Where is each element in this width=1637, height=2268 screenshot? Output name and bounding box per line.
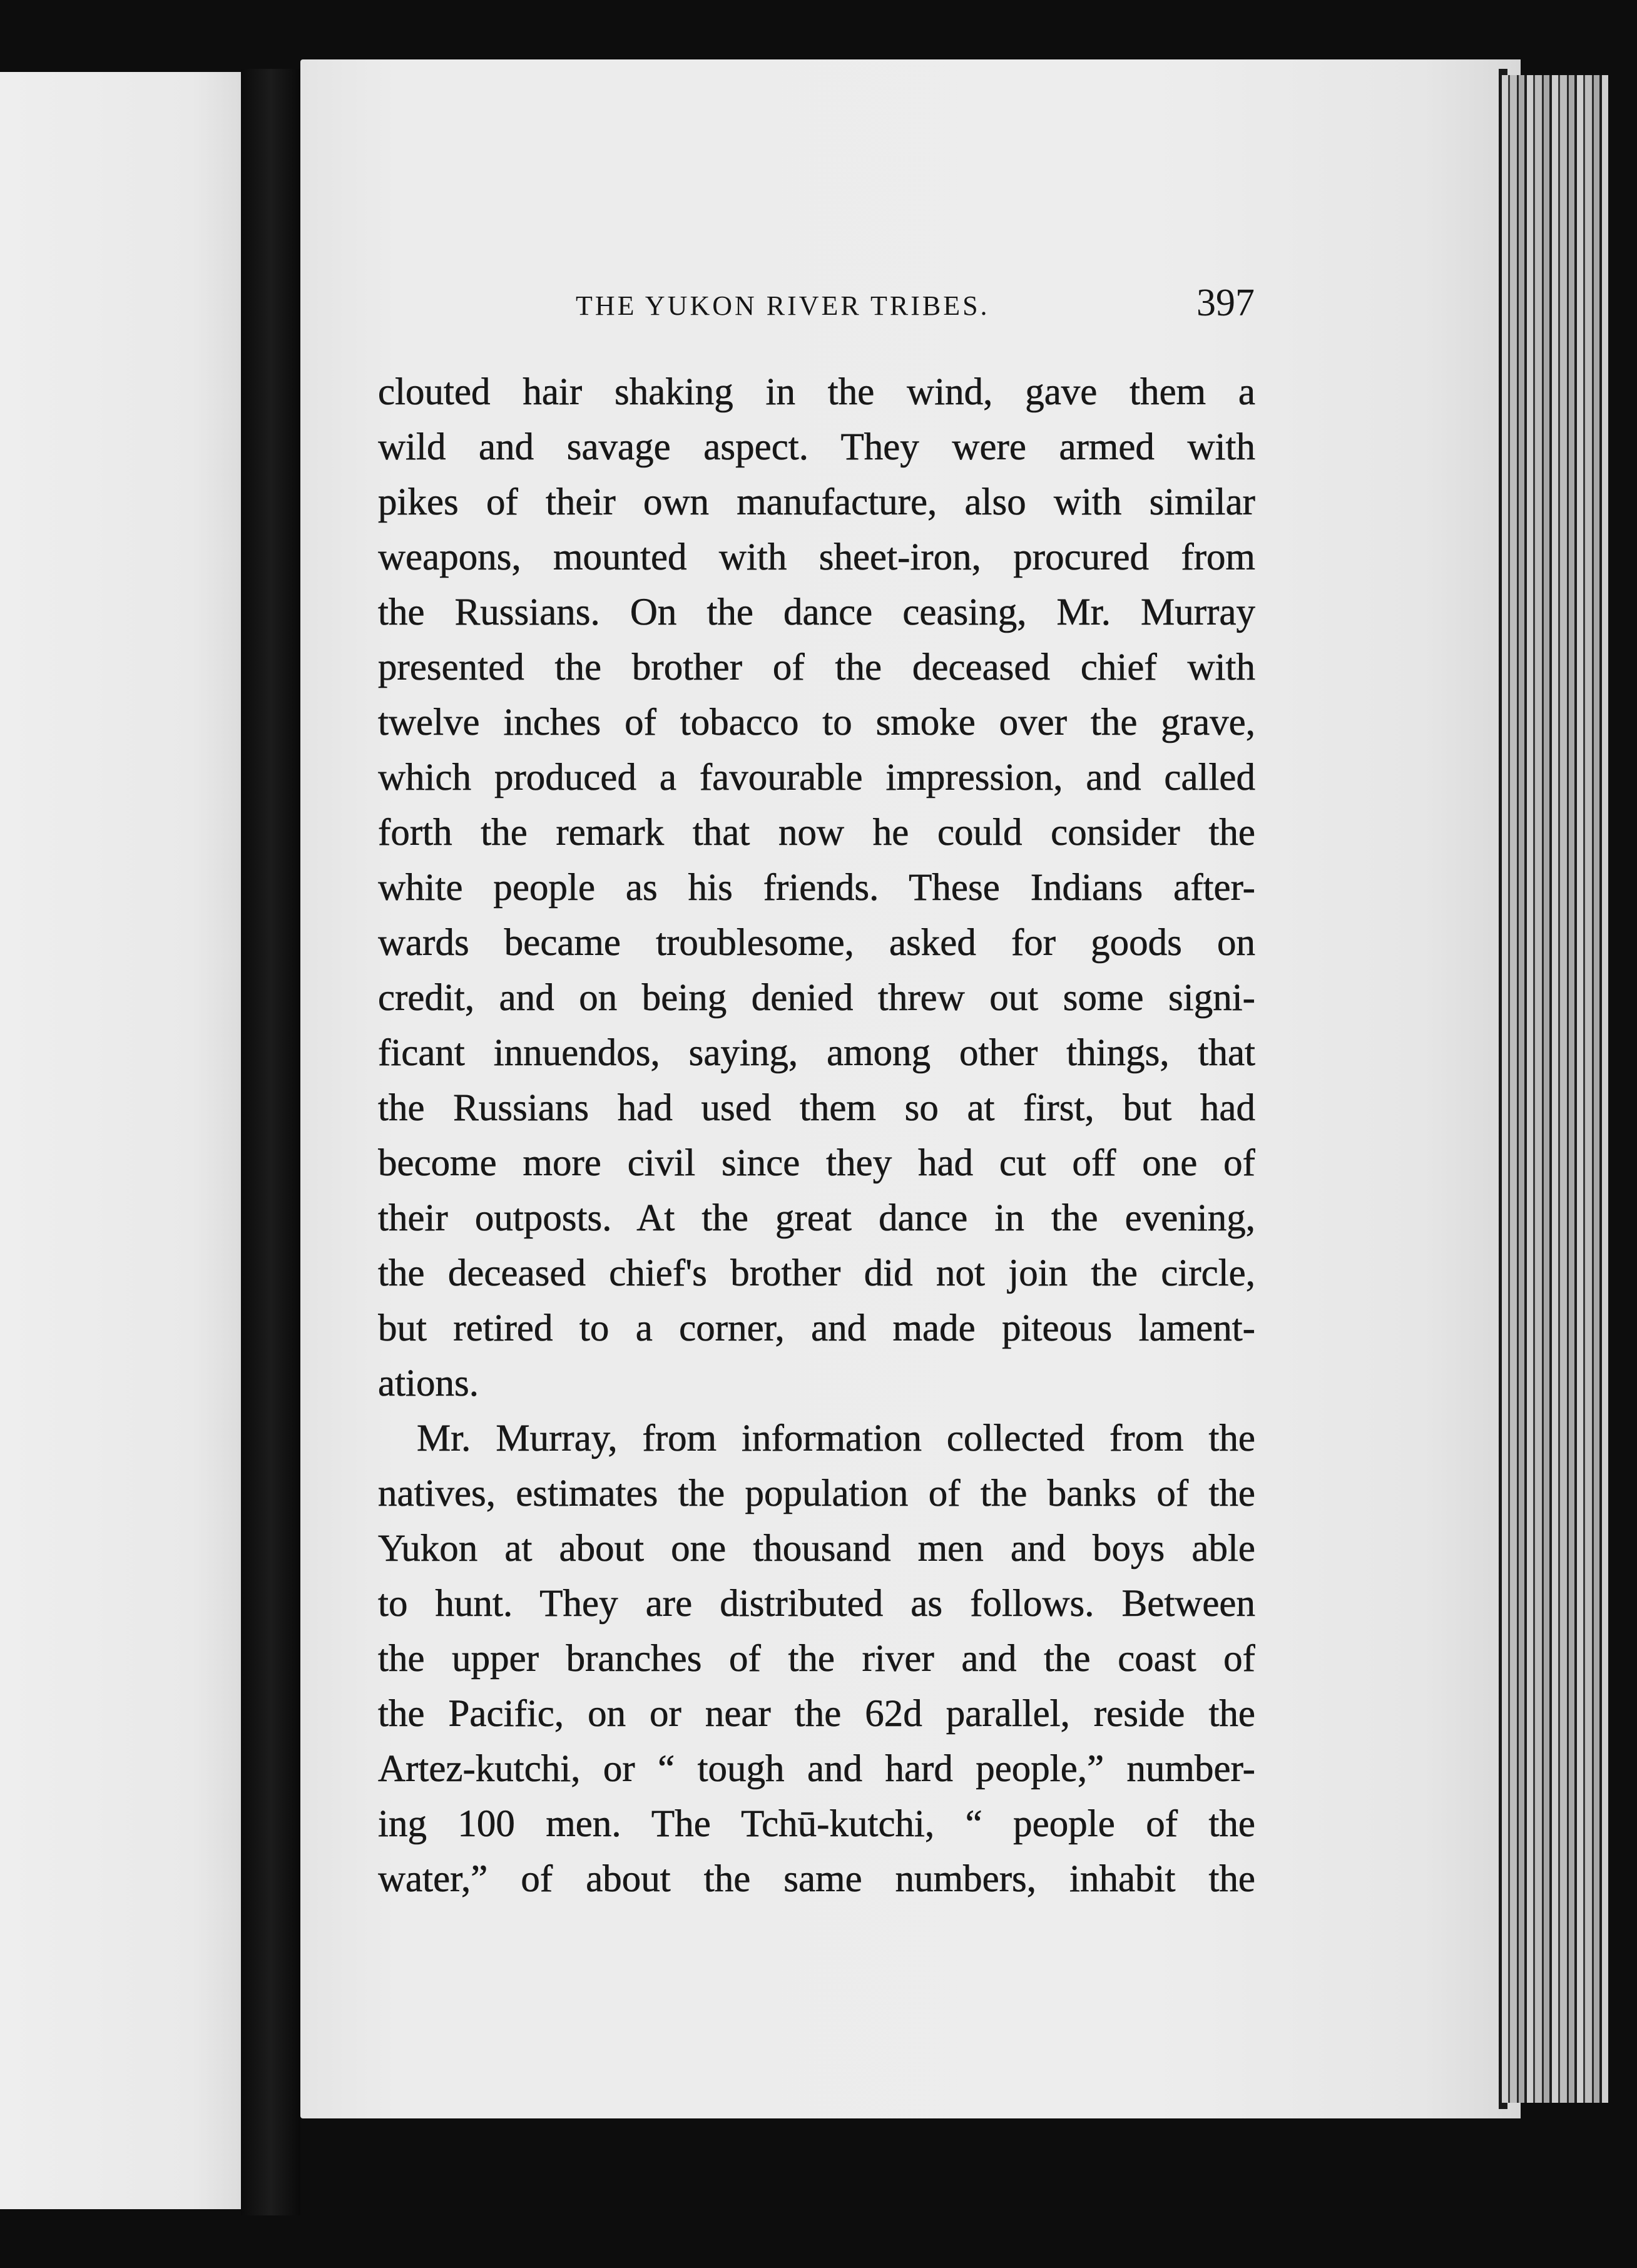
text-line: become more civil since they had cut off one of: [378, 1142, 1255, 1184]
facing-page-left: [0, 72, 241, 2209]
text-line: Mr. Murray, from information collected from the: [417, 1418, 1255, 1459]
page-edges-stack: [1502, 75, 1608, 2103]
text-line: weapons, mounted with sheet-iron, procured from: [378, 536, 1255, 578]
running-title: THE YUKON RIVER TRIBES.: [576, 290, 990, 321]
page-header: [375, 282, 1255, 335]
text-line: the Russians had used them so at first, but had: [378, 1087, 1255, 1129]
text-line: Artez-kutchi, or “ tough and hard people,” number-: [378, 1748, 1255, 1790]
text-line: ations.: [378, 1362, 479, 1404]
text-line: clouted hair shaking in the wind, gave them a: [378, 371, 1255, 413]
text-line: their outposts. At the great dance in the evening,: [378, 1197, 1255, 1239]
text-line: natives, estimates the population of the banks of the: [378, 1473, 1255, 1515]
text-line: pikes of their own manufacture, also with similar: [378, 481, 1255, 523]
text-line: wards became troublesome, asked for goods on: [378, 922, 1255, 964]
text-line: credit, and on being denied threw out some signi-: [378, 977, 1255, 1019]
text-line: which produced a favourable impression, and called: [378, 757, 1255, 799]
text-line: the deceased chief's brother did not join the circle,: [378, 1252, 1255, 1294]
text-line: Yukon at about one thousand men and boys able: [378, 1528, 1255, 1570]
book-gutter: [241, 69, 300, 2215]
body-text: [378, 365, 1255, 1907]
text-line: white people as his friends. These Indians after-: [378, 867, 1255, 909]
text-line: the Russians. On the dance ceasing, Mr. Murray: [378, 591, 1255, 633]
text-line: presented the brother of the deceased chief with: [378, 646, 1255, 688]
text-line: ing 100 men. The Tchū-kutchi, “ people of the: [378, 1803, 1255, 1845]
paragraph-2: [378, 1411, 1255, 1907]
page-number: 397: [1196, 282, 1255, 324]
text-line: forth the remark that now he could consider the: [378, 812, 1255, 854]
text-line: wild and savage aspect. They were armed with: [378, 426, 1255, 468]
paragraph-1: [378, 365, 1255, 1411]
text-line: the upper branches of the river and the coast of: [378, 1638, 1255, 1680]
text-line: to hunt. They are distributed as follows. Between: [378, 1583, 1255, 1625]
text-line: twelve inches of tobacco to smoke over the grave,: [378, 702, 1255, 743]
text-line: the Pacific, on or near the 62d parallel, reside the: [378, 1693, 1255, 1735]
text-line: but retired to a corner, and made piteous lament-: [378, 1307, 1255, 1349]
text-line: ficant innuendos, saying, among other things, that: [378, 1032, 1255, 1074]
text-line: water,” of about the same numbers, inhabit the: [378, 1858, 1255, 1900]
